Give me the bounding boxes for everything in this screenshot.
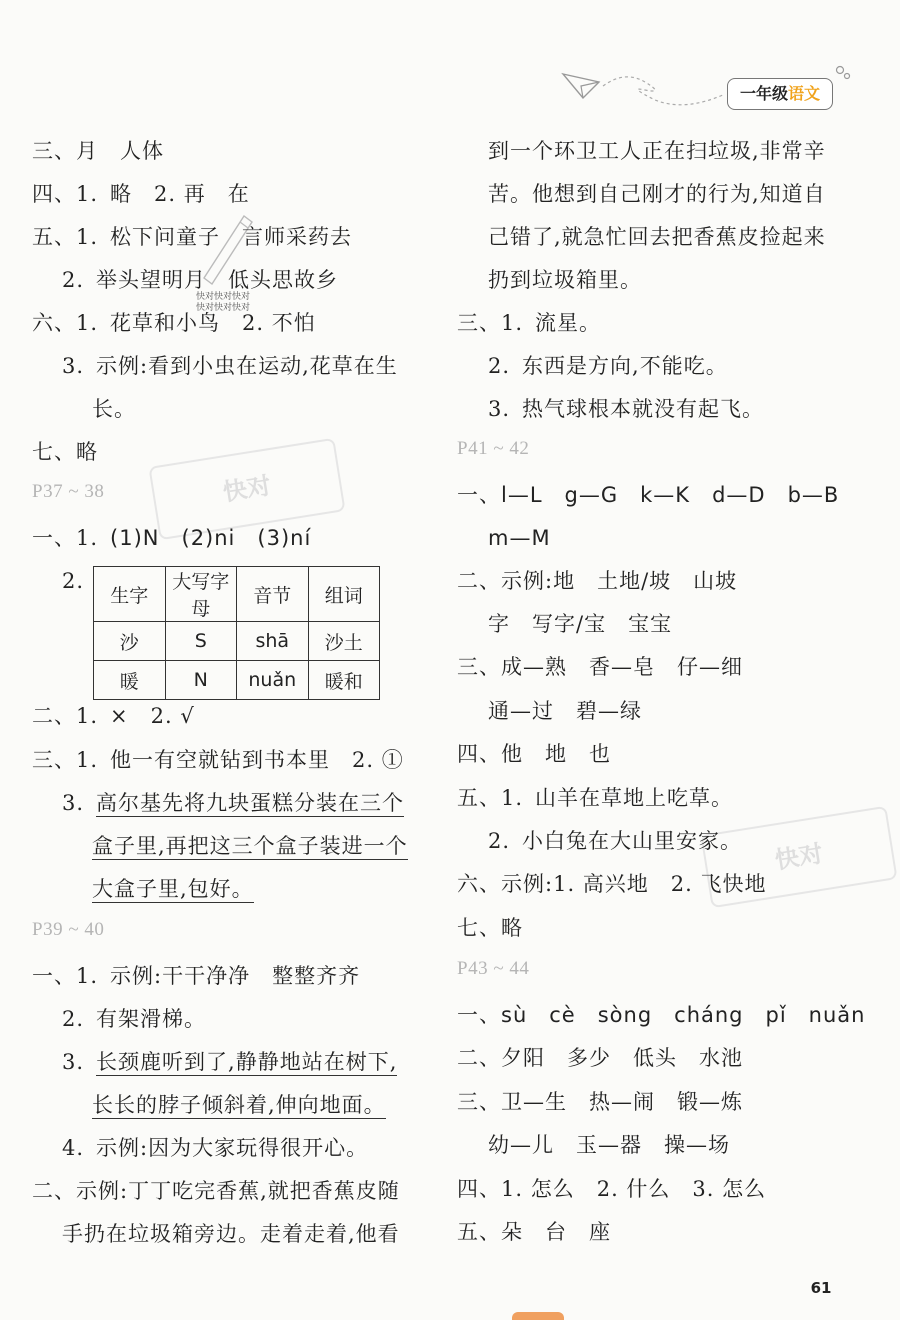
page-range-label: P39 ~ 40 [32,919,105,940]
answer-line: 2. 东西是方向,不能吃。 [488,354,728,378]
answer-line: 到一个环卫工人正在扫垃圾,非常辛 [488,139,826,163]
answer-line: 四、他 地 也 [457,742,611,766]
answer-line: 己错了,就急忙回去把香蕉皮捡起来 [488,225,826,249]
table-row [94,661,380,700]
answer-line: 幼—儿 玉—器 操—场 [488,1133,730,1157]
answer-line: 字 写字/宝 宝宝 [488,612,673,636]
subject-label: 语文 [788,84,821,103]
answer-line: 3. 长颈鹿听到了,静静地站在树下, [62,1050,398,1074]
answer-line: 一、l—L g—G k—K d—D b—B [457,483,840,507]
answer-line: 六、1. 花草和小鸟 2. 不怕 [32,311,316,335]
answer-line: 五、1. 山羊在草地上吃草。 [457,786,734,810]
answer-line: 大盒子里,包好。 [92,877,254,901]
answer-line: 五、1. 松下问童子 言师采药去 [32,225,353,249]
answer-line: 一、1. (1)N (2)ni (3)ní [32,526,312,550]
answer-line: m—M [488,526,551,550]
table-header-cell: 大写字母 [165,567,237,622]
table-header-cell: 音节 [237,567,309,622]
grade-label: 一年级 [739,84,788,103]
table-header-row [94,567,380,622]
answer-line: 三、1. 流星。 [457,311,602,335]
answer-line: 一、sù cè sòng cháng pǐ nuǎn [457,1003,866,1027]
answer-line: 苦。他想到自己刚才的行为,知道自 [488,182,826,206]
answer-line: 3. 高尔基先将九块蛋糕分装在三个 [62,791,405,815]
answer-line: 四、1. 略 2. 再 在 [32,182,250,206]
answer-line: 长长的脖子倾斜着,伸向地面。 [92,1093,386,1117]
stamp-text: 快对快对快对 快对快对快对 [196,292,251,313]
answer-line: 三、卫—生 热—闹 锻—炼 [457,1090,743,1114]
table-cell: 暖 [94,661,166,700]
bottom-tab-decoration [512,1312,564,1320]
table-cell: N [165,661,237,700]
answer-line: 五、朵 台 座 [457,1220,611,1244]
page-range-label: P41 ~ 42 [457,438,530,459]
table-cell: 沙 [94,622,166,661]
answer-line: 2. 小白兔在大山里安家。 [488,829,743,853]
table-cell: 沙土 [308,622,380,661]
answer-line: 三、月 人体 [32,139,164,163]
table-header-cell: 生字 [94,567,166,622]
table-row [94,622,380,661]
answer-line: 七、略 [32,440,98,464]
answer-line: 2. 举头望明月 低头思故乡 [62,268,339,292]
watermark: 快对 [148,438,345,540]
answer-line: 一、1. 示例:干干净净 整整齐齐 [32,964,361,988]
page-number: 61 [810,1279,832,1297]
table-cell: shā [237,622,309,661]
answer-line: 2. 有架滑梯。 [62,1007,207,1031]
answer-line: 四、1. 怎么 2. 什么 3. 怎么 [457,1177,767,1201]
answer-line: 3. 示例:看到小虫在运动,花草在生 [62,354,398,378]
answer-line: 4. 示例:因为大家玩得很开心。 [62,1136,369,1160]
table-header-cell: 组词 [308,567,380,622]
answer-line: 三、成—熟 香—皂 仔—细 [457,655,743,679]
answer-line: 二、1. × 2. √ [32,704,195,728]
answer-line: 手扔在垃圾箱旁边。走着走着,他看 [62,1222,400,1246]
table-cell: nuǎn [237,661,309,700]
table-cell: 暖和 [308,661,380,700]
answer-line: 盒子里,再把这三个盒子装进一个 [92,834,408,858]
answer-line: 三、1. 他一有空就钻到书本里 2. ① [32,748,404,772]
answer-line: 二、夕阳 多少 低头 水池 [457,1046,743,1070]
answer-line: 3. 热气球根本就没有起飞。 [488,397,765,421]
answer-line: 六、示例:1. 高兴地 2. 飞快地 [457,872,767,896]
answer-line: 扔到垃圾箱里。 [488,268,642,292]
answer-line: 长。 [92,397,136,421]
answer-line: 2. [62,569,85,593]
page-range-label: P43 ~ 44 [457,958,530,979]
watermark: 快对 [700,806,897,908]
pinyin-table [93,566,380,700]
answer-line: 七、略 [457,916,523,940]
table-cell: S [165,622,237,661]
answer-line: 二、示例:丁丁吃完香蕉,就把香蕉皮随 [32,1179,400,1203]
page-range-label: P37 ~ 38 [32,481,105,502]
answer-line: 通—过 碧—绿 [488,699,642,723]
answer-line: 二、示例:地 土地/坡 山坡 [457,569,738,593]
grade-subject-badge [727,78,833,110]
